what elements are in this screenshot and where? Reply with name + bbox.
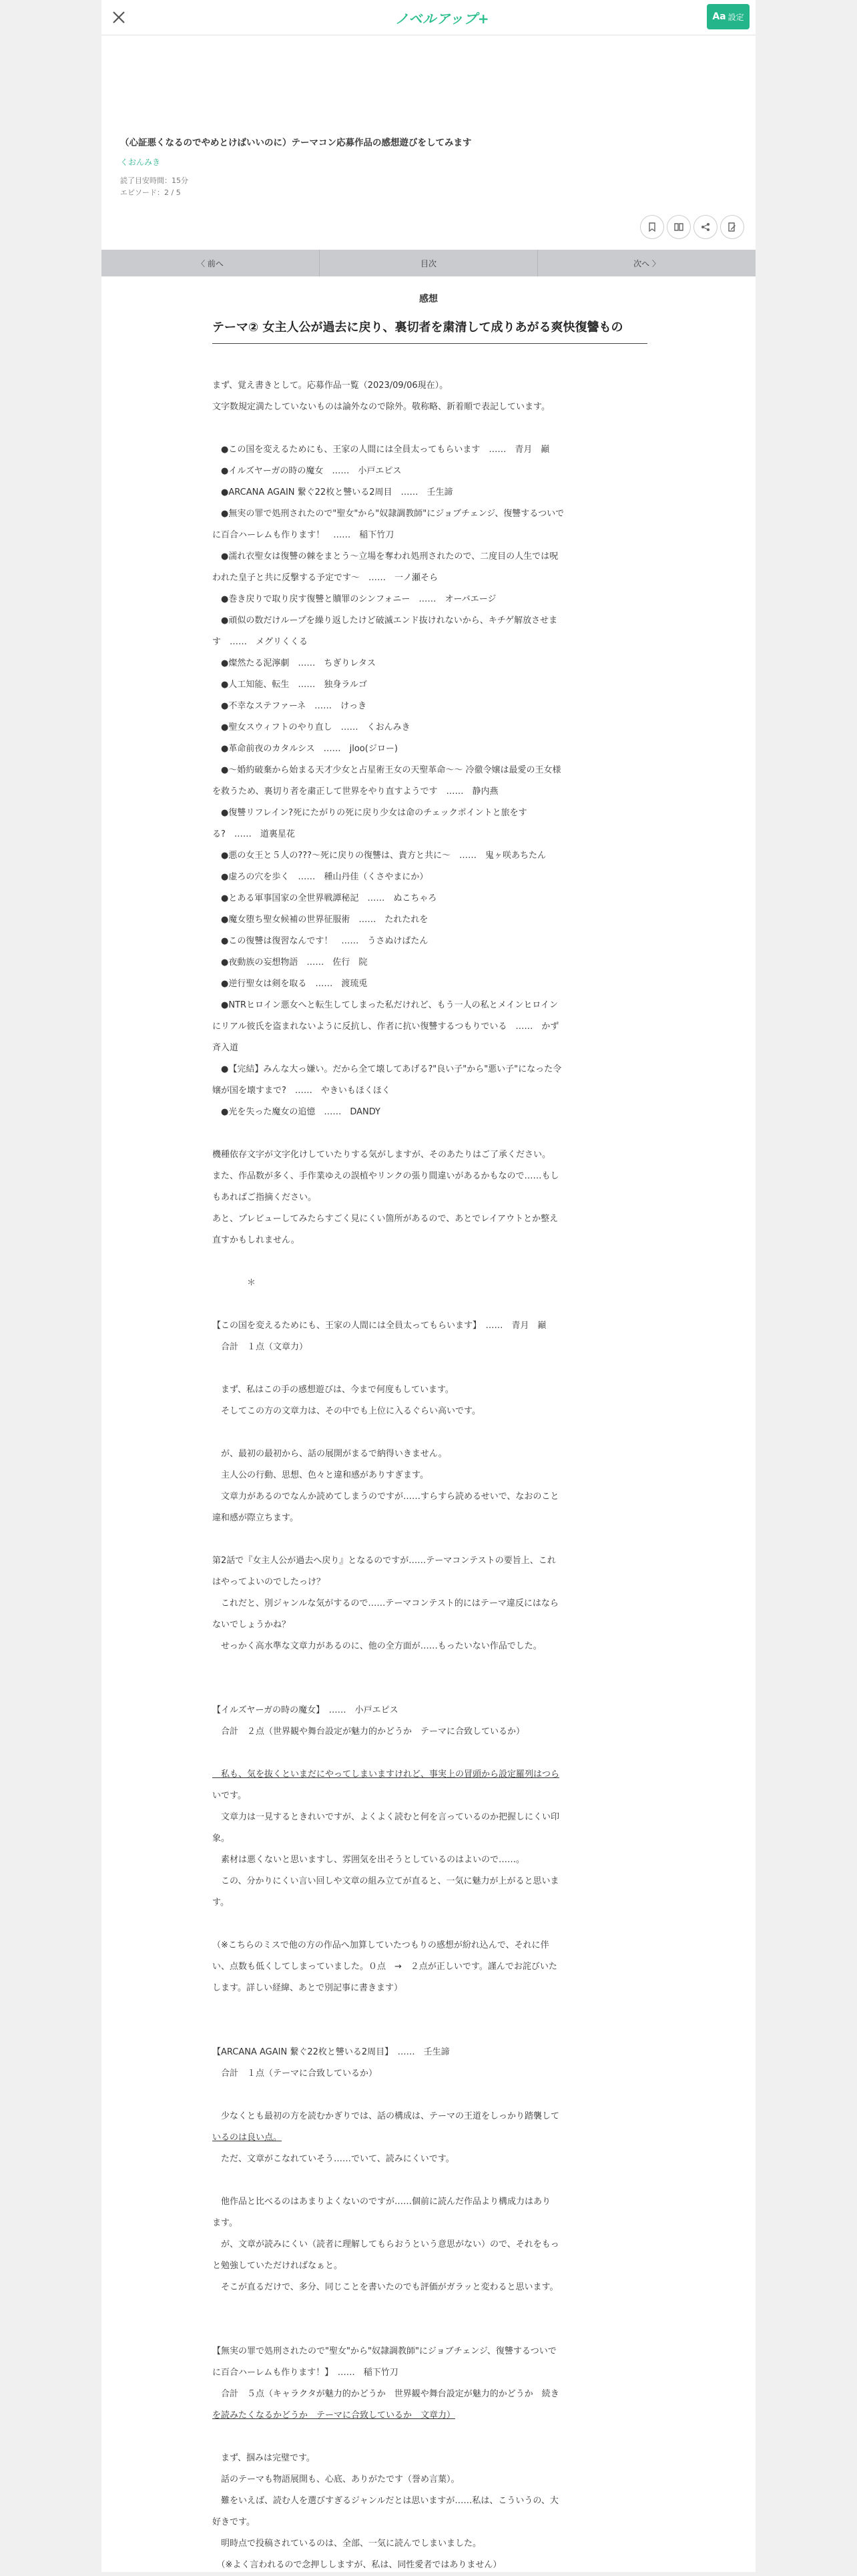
- body-line: [212, 1294, 653, 1315]
- bookmark-button[interactable]: [640, 215, 664, 239]
- next-episode-button[interactable]: 次へ 〉: [537, 250, 756, 276]
- body-line: ●【完結】みんな大っ嫌い。だから全て壊してあげる?"良い子"から"悪い子"になった令: [212, 1064, 562, 1074]
- episode-title: テーマ② 女主人公が過去に戻り、裏切者を粛清して成りあがる爽快復讐もの: [212, 318, 647, 344]
- body-line: 斉入道: [212, 1043, 239, 1053]
- body-line: ●無実の罪で処刑されたので"聖女"から"奴隷調教師"にジョブチェンジ、復讐するついで: [212, 509, 565, 519]
- body-line: 第2話で『女主人公が過去へ戻り』となるのですが……テーマコンテストの要旨上、これ: [212, 1556, 556, 1566]
- body-line: [212, 1999, 653, 2020]
- top-bar: [101, 0, 756, 35]
- body-line: 文章力があるのでなんか読めてしまうのですが……すらすら読めるせいで、なおのこと: [212, 1492, 559, 1502]
- body-line: 文章力は一見するときれいですが、よくよく読むと何を言っているのか把握しにくい印: [212, 1812, 560, 1822]
- close-icon: [105, 4, 132, 31]
- body-line: [212, 1914, 653, 1935]
- comment-button[interactable]: [720, 215, 744, 239]
- body-line: [212, 1422, 653, 1444]
- font-size-icon: Aa: [712, 11, 726, 22]
- episode-count: エピソード：2 / 5: [120, 188, 181, 197]
- body-line: 【無実の罪で処刑されたので"聖女"から"奴隷調教師"にジョブチェンジ、復讐するついで: [212, 2346, 557, 2356]
- body-line: [212, 1251, 653, 1273]
- body-line: 素材は悪くないと思いますし、雰囲気を出そうとしているのはよいので……。: [212, 1855, 525, 1865]
- body-line: そこが直るだけで、多分、同じことを書いたのでも評価がガラッと変わると思います。: [212, 2282, 559, 2292]
- body-line: ●逆行聖女は剣を取る …… 渡琉兎: [212, 979, 368, 989]
- logo-text: ノベルアップ: [395, 11, 478, 27]
- body-line: （※よく言われるので念押ししますが、私は、同性愛者ではありません）: [212, 2560, 502, 2570]
- body-line: 合計 ５点（キャラクタが魅力的かどうか 世界観や舞台設定が魅力的かどうか 続き: [212, 2389, 559, 2399]
- body-line: ●この復讐は復習なんです！ …… うさぬけぱたん: [212, 936, 429, 946]
- body-line: す。: [212, 1898, 229, 1908]
- body-line: [212, 418, 653, 439]
- body-line: 難をいえば、読む人を選びすぎるジャンルだとは思いますが……私は、こういうの、大: [212, 2496, 559, 2506]
- body-line: ●巻き戻りで取り戻す復讐と贖罪のシンフォニー …… オーバエージ: [212, 594, 497, 604]
- body-line: [212, 2170, 653, 2191]
- work-title[interactable]: （心証悪くなるのでやめとけばいいのに）テーマコン応募作品の感想遊びをしてみます: [120, 138, 472, 148]
- body-line: ●頑似の数だけループを繰り返したけど破滅エンド抜けれないから、キチゲ解放させま: [212, 616, 558, 626]
- body-line: ●とある軍事国家の全世界戦譚秘記 …… ぬこちゃろ: [212, 893, 437, 903]
- body-line: い、点数も低くしてしまっていました。０点 → ２点が正しいです。謹んでお詫びいた: [212, 1962, 557, 1972]
- body-line: [212, 2085, 653, 2106]
- body-line: ●光を失った魔女の追憶 …… DANDY: [212, 1107, 380, 1117]
- body-line: また、作品数が多く、手作業ゆえの誤植やリンクの張り間違いがあるかもなので……もし: [212, 1171, 559, 1181]
- body-line: 明時点で投稿されているのは、全部、一気に読んでしまいました。: [212, 2539, 482, 2549]
- body-line: この、分かりにくい言い回しや文章の組み立てが直ると、一気に魅力が上がると思いま: [212, 1876, 559, 1886]
- body-line: そしてこの方の文章力は、その中でも上位に入るぐらい高いです。: [212, 1406, 481, 1416]
- reader-page: [101, 0, 756, 2572]
- body-line: 機種依存文字が文字化けしていたりする気がしますが、そのあたりはご了承ください。: [212, 1150, 551, 1160]
- body-line: ●不幸なステファーネ …… けっき: [212, 701, 367, 711]
- body-line: 好きです。: [212, 2517, 255, 2527]
- body-line: す …… メグリくくる: [212, 637, 308, 647]
- body-line: ●魔女堕ち聖女候補の世界征服術 …… たれたれを: [212, 915, 429, 925]
- body-line: ●悪の女王と５人の???〜死に戻りの復讐は、貴方と共に〜 …… 鬼ヶ咲あちたん: [212, 851, 547, 861]
- body-line: します。詳しい経緯、あとで別記事に書きます）: [212, 1983, 402, 1993]
- body-line: 嬢が国を壊すまで? …… やきいもほくほく: [212, 1086, 390, 1096]
- body-line: いです。: [212, 1791, 246, 1801]
- body-line: [212, 1123, 653, 1144]
- body-line: ます。: [212, 2218, 238, 2228]
- body-line: に百合ハーレムも作ります！ …… 稲下竹刀: [212, 530, 394, 540]
- body-line: 合計 １点（テーマに合致しているか）: [212, 2069, 378, 2079]
- vertical-reading-button[interactable]: [667, 215, 691, 239]
- body-line: ●〜婚約破棄から始まる天才少女と占星術王女の天聖革命〜〜 冷徹令嬢は最愛の王女様: [212, 765, 561, 775]
- body-line: ●ARCANA AGAIN 繋ぐ22枚と讐いる2周目 …… 壬生諦: [212, 487, 453, 497]
- site-logo[interactable]: [395, 8, 490, 27]
- episode-nav: [101, 250, 756, 276]
- body-line: ●革命前夜のカタルシス …… jloo(ジロー): [212, 744, 398, 754]
- body-line: ●復讐リフレイン?死にたがりの死に戻り少女は命のチェックポイントと旅をす: [212, 808, 527, 818]
- body-line: ●聖女スウィフトのやり直し …… くおんみき: [212, 722, 410, 732]
- body-line: にリアル彼氏を盗まれないように反抗し、作者に抗い復讐するつもりでいる …… かず: [212, 1022, 559, 1032]
- body-line: [212, 2320, 653, 2341]
- body-line: ないでしょうかね？: [212, 1620, 291, 1630]
- body-line: [212, 1679, 653, 1700]
- body-line: [212, 2298, 653, 2320]
- body-line: [212, 1743, 653, 1764]
- body-line: 文字数規定満たしていないものは論外なので除外。敬称略、新着順で表記しています。: [212, 402, 550, 412]
- edit-note-icon: [727, 222, 738, 232]
- body-line: 合計 １点（文章力）: [212, 1342, 308, 1352]
- body-line: ●夜動族の妄想物語 …… 佐行 院: [212, 957, 368, 968]
- chapter-label: 感想: [419, 294, 438, 304]
- body-line: まず、掴みは完璧です。: [212, 2453, 315, 2463]
- work-link[interactable]: を読みたくなるかどうか テーマに合致しているか 文章力）: [212, 2410, 456, 2420]
- body-line: ●人工知能、転生 …… 独身ラルゴ: [212, 680, 367, 690]
- prev-episode-button[interactable]: 〈 前へ: [197, 258, 224, 268]
- display-settings-button[interactable]: [707, 4, 750, 29]
- book-icon: [673, 222, 684, 232]
- body-line: る? …… 道裏星花: [212, 829, 295, 839]
- body-line: ●この国を変えるためにも、王家の人間には全員太ってもらいます …… 青月 巓: [212, 445, 550, 455]
- body-line: もあればご指摘ください。: [212, 1193, 317, 1203]
- share-button[interactable]: [693, 215, 718, 239]
- body-line: 話のテーマも物語展開も、心底、ありがたです（誉め言葉）。: [212, 2475, 460, 2485]
- body-line: に百合ハーレムも作ります！】 …… 稲下竹刀: [212, 2368, 398, 2378]
- body-line: ただ、文章がこなれていそう……でいて、読みにくいです。: [212, 2154, 455, 2164]
- body-line: 少なくとも最初の方を読むかぎりでは、話の構成は、テーマの王道をしっかり踏襲して: [212, 2111, 560, 2121]
- work-link[interactable]: 私も、気を抜くといまだにやってしまいますけれど、事実上の冒頭から設定羅列はつら: [212, 1769, 560, 1779]
- body-line: ●燦然たる泥濘劇 …… ちぎりレタス: [212, 658, 376, 668]
- body-line: [212, 2426, 653, 2448]
- author-name[interactable]: くおんみき: [120, 158, 161, 167]
- body-line: を救うため、裏切り者を粛正して世界をやり直すようです …… 静内燕: [212, 787, 499, 797]
- body-line: これだと、別ジャンルな気がするので……テーマコンテスト的にはテーマ違反にはなら: [212, 1598, 559, 1608]
- settings-label: 設定: [728, 12, 744, 22]
- body-line: まず、私はこの手の感想遊びは、今まで何度もしています。: [212, 1385, 454, 1395]
- body-line: が、最初の最初から、話の展開がまるで納得いきません。: [212, 1449, 447, 1459]
- body-line: [212, 2020, 653, 2042]
- body-line: 主人公の行動、思想、色々と違和感がありすぎます。: [212, 1470, 429, 1480]
- body-line: ●濡れ衣聖女は復讐の棘をまとう〜立場を奪われ処刑されたので、二度目の人生では呪: [212, 552, 559, 562]
- body-line: せっかく高水準な文章力があるのに、他の全方面が……もったいない作品でした。: [212, 1641, 542, 1651]
- toc-button[interactable]: 目次: [319, 250, 537, 276]
- body-line: 【ARCANA AGAIN 繋ぐ22枚と讐いる2周目】 …… 壬生諦: [212, 2047, 450, 2057]
- body-line: まず、覚え書きとして。応募作品一覧（2023/09/06現在）。: [212, 381, 449, 391]
- body-line: 直すかもしれません。: [212, 1235, 300, 1245]
- share-icon: [700, 222, 711, 232]
- body-line: ●NTRヒロイン悪女へと転生してしまった私だけれど、もう一人の私とメインヒロイン: [212, 1000, 559, 1010]
- body-line: ●虚ろの穴を歩く …… 種山丹佳（くさやまにか）: [212, 872, 429, 882]
- body-line: 【この国を変えるためにも、王家の人間には全員太ってもらいます】 …… 青月 巓: [212, 1321, 547, 1331]
- body-line: [212, 1529, 653, 1550]
- body-line: はやってよいのでしたっけ？: [212, 1577, 326, 1587]
- body-line: ＊: [212, 1278, 256, 1288]
- work-link[interactable]: いるのは良い点。: [212, 2133, 282, 2143]
- body-line: [212, 1657, 653, 1679]
- bookmark-icon: [647, 222, 657, 232]
- body-line: （※こちらのミスで他の方の作品へ加算していたつもりの感想が紛れ込んで、それに伴: [212, 1940, 549, 1950]
- body-line: と勉強していただければなぁと。: [212, 2261, 343, 2271]
- body-line: が、文章が読みにくい（読者に理解してもらおうという意思がない）ので、それをもっ: [212, 2239, 559, 2249]
- body-line: あと、プレビューしてみたらすごく見にくい箇所があるので、あとでレイアウトとか整え: [212, 1214, 559, 1224]
- episode-body: [212, 375, 653, 2576]
- body-line: 象。: [212, 1834, 230, 1844]
- body-line: 違和感が際立ちます。: [212, 1513, 298, 1523]
- close-button[interactable]: [105, 4, 132, 31]
- body-line: 他作品と比べるのはあまりよくないのですが……個前に読んだ作品より構成力はあり: [212, 2197, 551, 2207]
- body-line: [212, 1358, 653, 1379]
- logo-plus: +: [477, 11, 490, 27]
- reading-time: 読了目安時間：15分: [120, 176, 188, 185]
- body-line: 合計 ２点（世界観や舞台設定が魅力的かどうか テーマに合致しているか）: [212, 1727, 525, 1737]
- body-line: ●イルズヤーガの時の魔女 …… 小戸エピス: [212, 466, 402, 476]
- body-line: 【イルズヤーガの時の魔女】 …… 小戸エピス: [212, 1705, 398, 1715]
- body-line: われた皇子と共に反撃する予定です〜 …… 一ノ瀬そら: [212, 573, 439, 583]
